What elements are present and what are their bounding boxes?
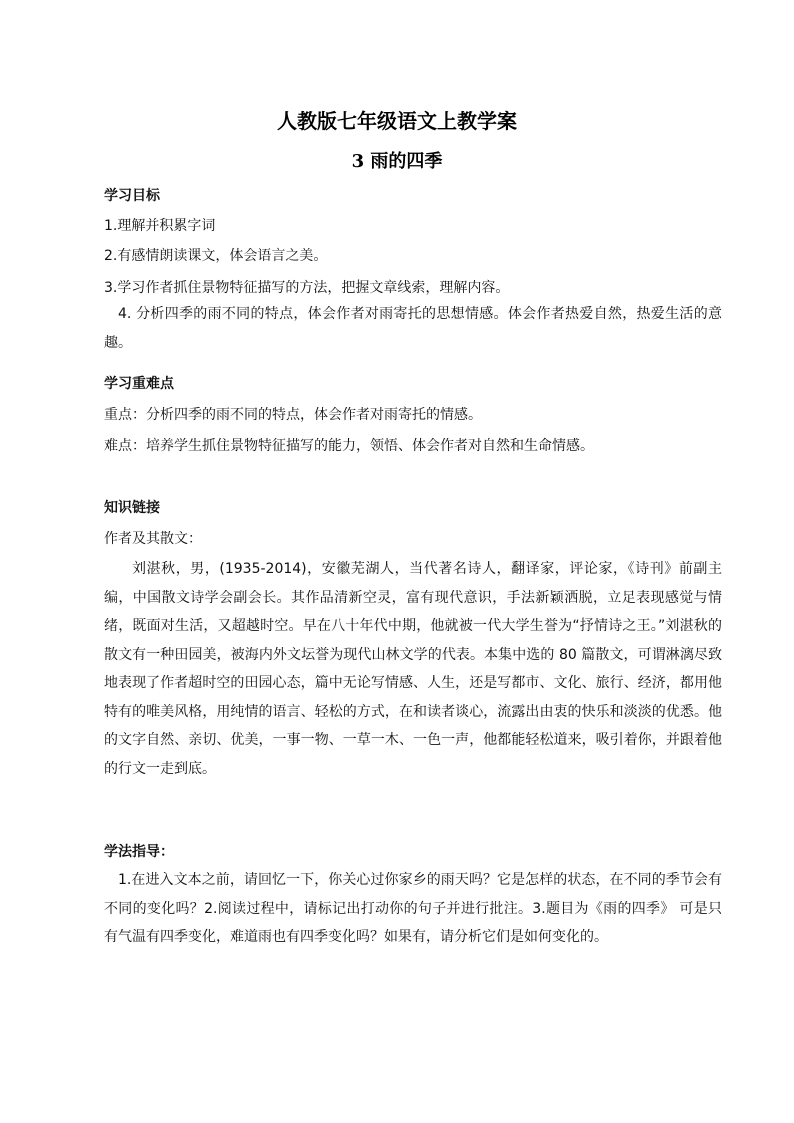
author-bio: 刘湛秋，男，(1935-2014)，安徽芜湖人，当代著名诗人，翻译家，评论家，《诗刊》前副主编，中国散文诗学会副会长。其作品清新空灵，富有现代意识，手法新颖洒脱，立足表现感觉与情绪，既面对生活，又超越时空。早在八十年代中期，他就被一代大学生誉为“抒情诗之王。”刘湛秋的散文有一种田园美，被海内外文坛誉为现代山林文学的代表。本集中选的 80 篇散文，可谓淋漓尽致地表现了作者超时空的田园心态，篇中无论写情感、人生，还是写都市、文化、旅行、经济，都用他特有的唯美风格，用纯情的语言、轻松的方式，在和读者谈心，流露出由衷的快乐和淡淡的优悉。他的文字自然、亲切、优美，一事一物、一草一木、一色一声，他都能轻松道来，吸引着你，并跟着他的行文一走到底。 [104,561,722,777]
lesson-title: 3 雨的四季 [351,151,443,172]
goal-item-2: 2.有感情朗读课文，体会语言之美。 [104,248,328,264]
method-heading: 学法指导： [104,844,174,860]
goal-item-1: 1.理解并积累字词 [104,218,216,234]
focus-point: 重点：分析四季的雨不同的特点，体会作者对雨寄托的情感。 [104,407,482,423]
method-text: 1.在进入文本之前，请回忆一下，你关心过你家乡的雨天吗？它是怎样的状态，在不同的季节会有不同的变化吗？2.阅读过程中，请标记出打动你的句子并进行批注。3.题目为《雨的四季》 可是只有气温有四季变化，难道雨也有四季变化吗？如果有，请分析它们是如何变化的。 [104,872,722,945]
goal-item-4: 4. 分析四季的雨不同的特点，体会作者对雨寄托的思想情感。体会作者热爱自然，热爱生活的意趣。 [104,306,722,351]
author-intro: 作者及其散文： [104,531,202,547]
key-points-heading: 学习重难点 [104,376,174,392]
goal-item-3: 3.学习作者抓住景物特征描写的方法，把握文章线索，理解内容。 [104,280,510,296]
knowledge-heading: 知识链接 [104,500,160,516]
difficulty-point: 难点：培养学生抓住景物特征描写的能力，领悟、体会作者对自然和生命情感。 [104,438,594,454]
goals-heading: 学习目标 [104,188,160,204]
document-title: 人教版七年级语文上教学案 [277,109,517,133]
